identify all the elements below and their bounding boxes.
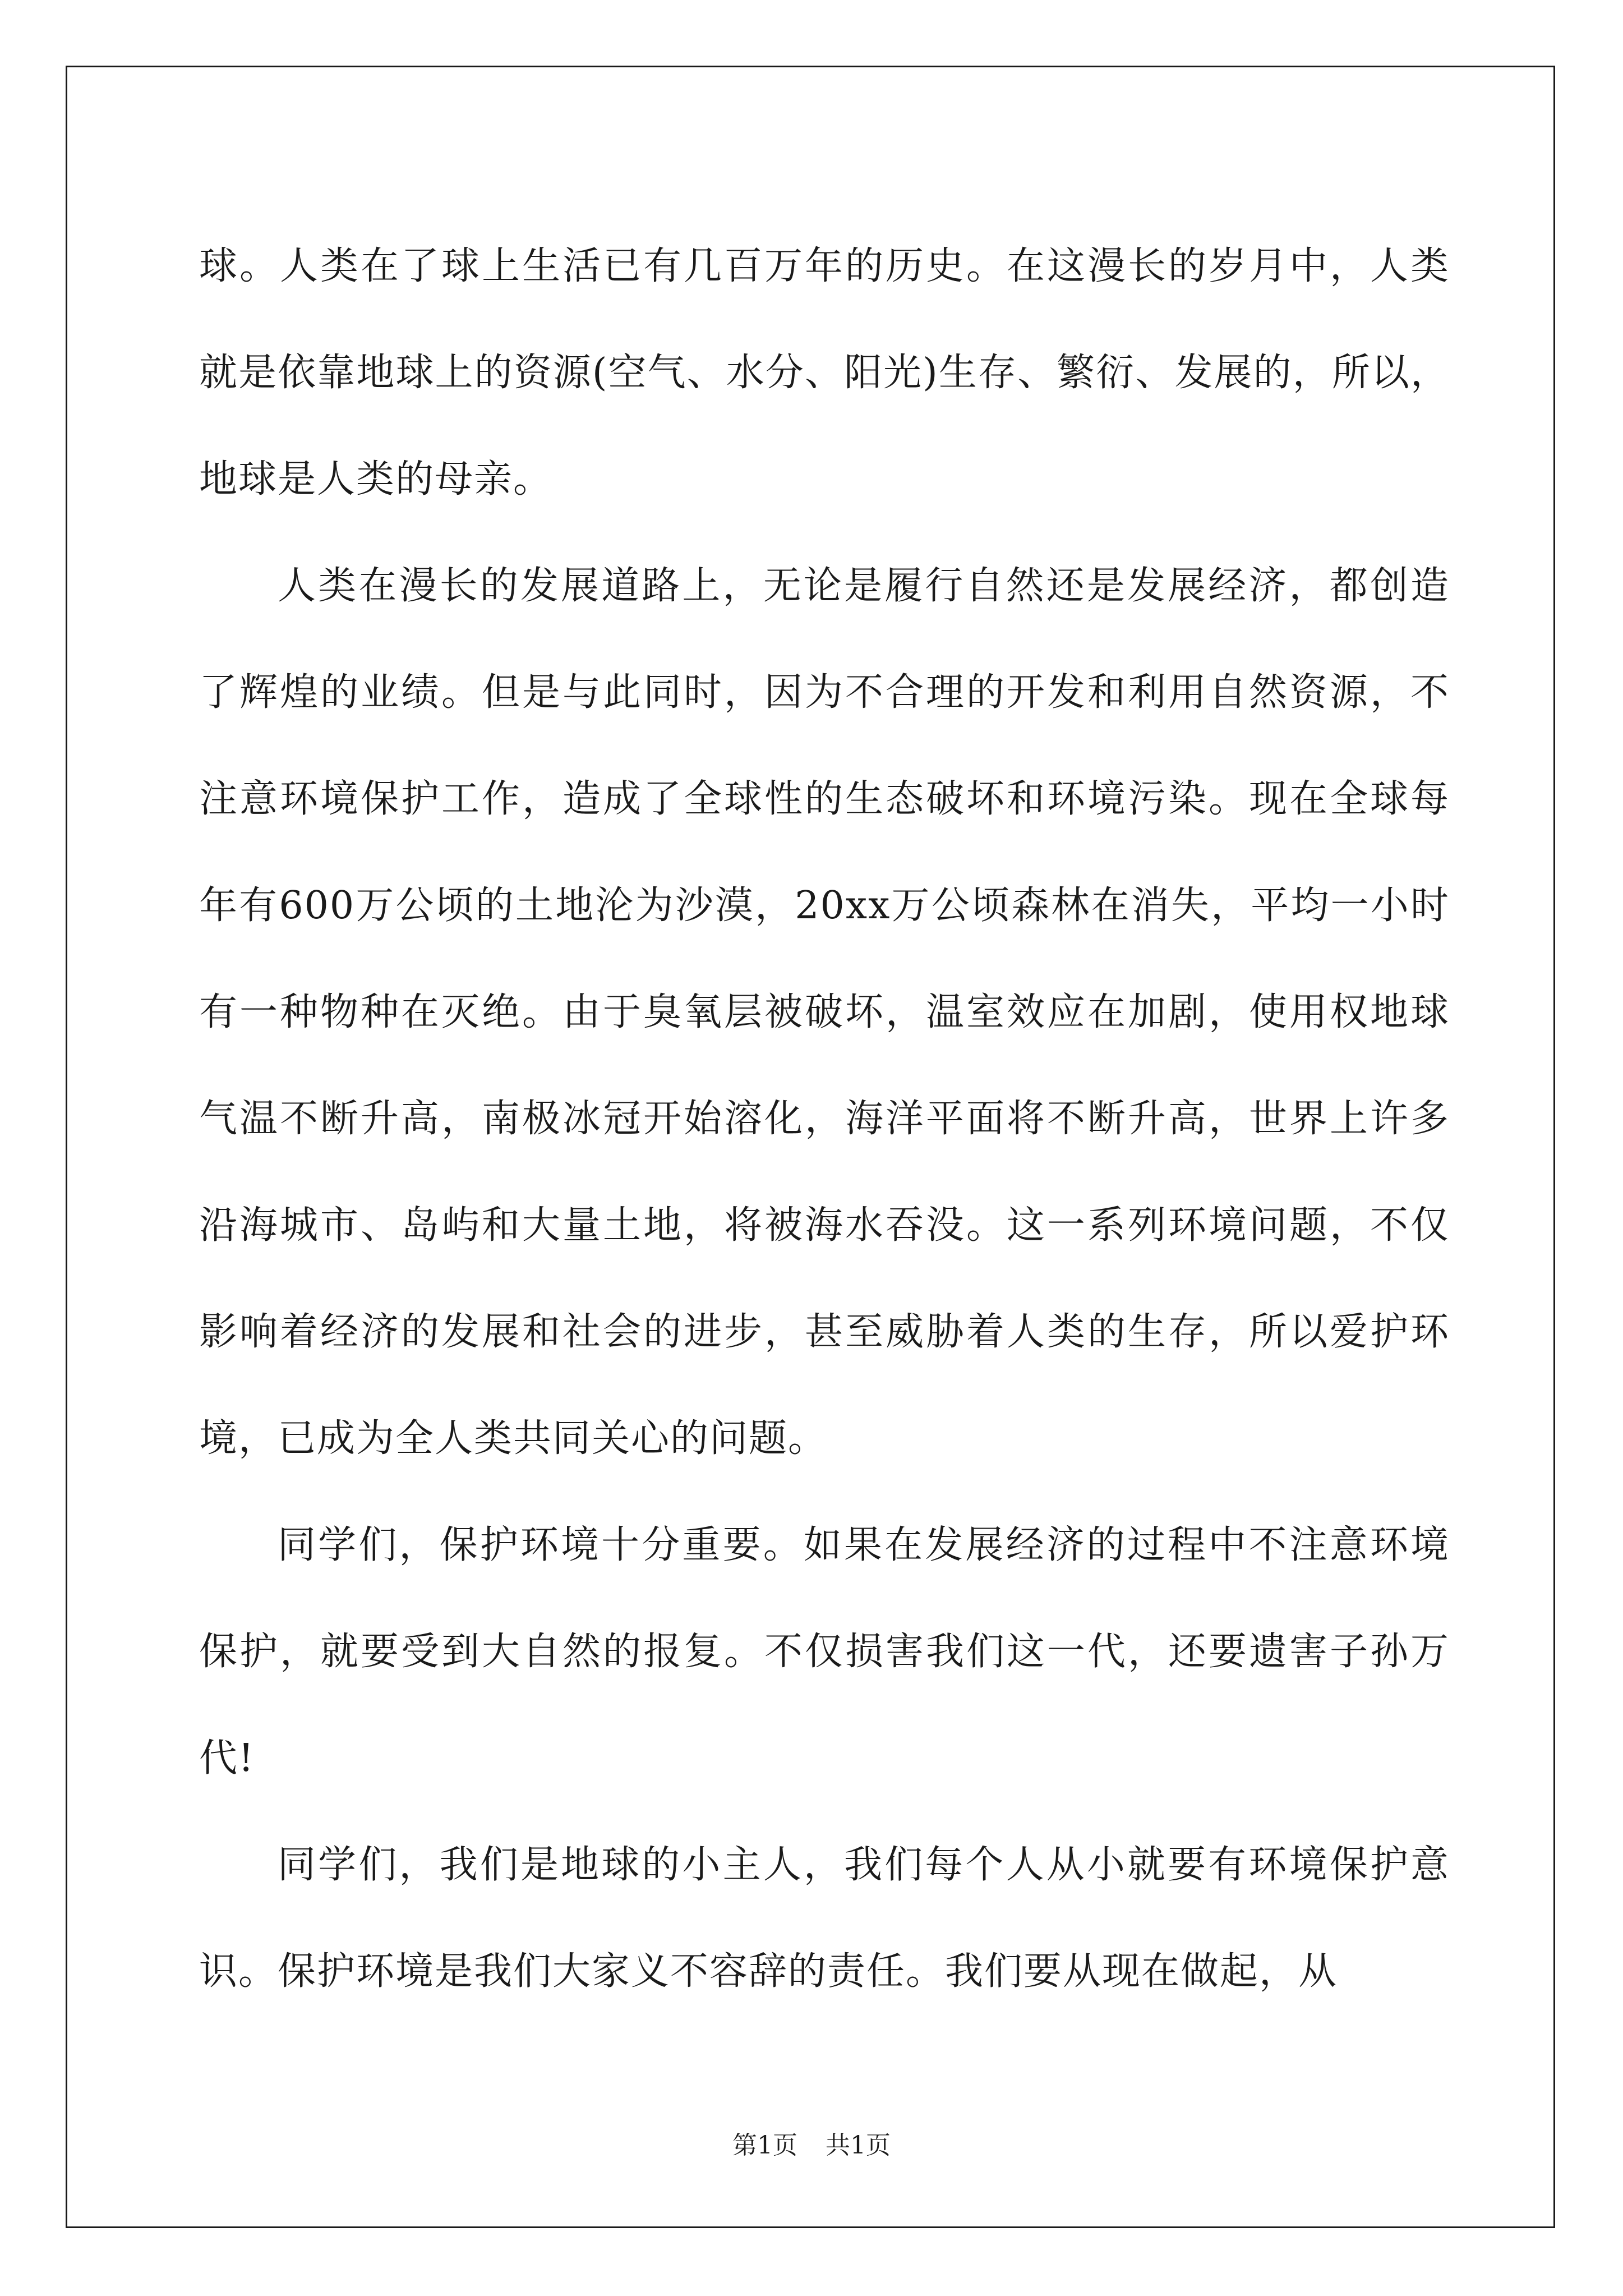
page-number-current: 第1页 xyxy=(732,2131,797,2160)
document-body xyxy=(199,213,1450,2025)
paragraph-1: 球。人类在了球上生活已有几百万年的历史。在这漫长的岁月中，人类就是依靠地球上的资源(空气、水分、阳光)生存、繁衍、发展的，所以，地球是人类的母亲。 xyxy=(199,244,1450,501)
paragraph-2: 人类在漫长的发展道路上，无论是履行自然还是发展经济，都创造了辉煌的业绩。但是与此同时，因为不合理的开发和利用自然资源，不注意环境保护工作，造成了全球性的生态破坏和环境污染。现在全球每年有600万公顷的土地沦为沙漠，20xx万公顷森林在消失，平均一小时有一种物种在灭绝。由于臭氧层被破坏，温室效应在加剧，使用权地球气温不断升高，南极冰冠开始溶化，海洋平面将不断升高，世界上许多沿海城市、岛屿和大量土地，将被海水吞没。这一系列环境问题，不仅影响着经济的发展和社会的进步，甚至威胁着人类的生存，所以爱护环境，已成为全人类共同关心的问题。 xyxy=(199,564,1450,1461)
page-number-total: 共1页 xyxy=(826,2131,891,2160)
page-footer xyxy=(0,2129,1623,2162)
paragraph-3: 同学们，保护环境十分重要。如果在发展经济的过程中不注意环境保护，就要受到大自然的报复。不仅损害我们这一代，还要遗害子孙万代! xyxy=(199,1523,1450,1780)
paragraph-4: 同学们，我们是地球的小主人，我们每个人从小就要有环境保护意识。保护环境是我们大家义不容辞的责任。我们要从现在做起，从 xyxy=(199,1843,1450,1994)
